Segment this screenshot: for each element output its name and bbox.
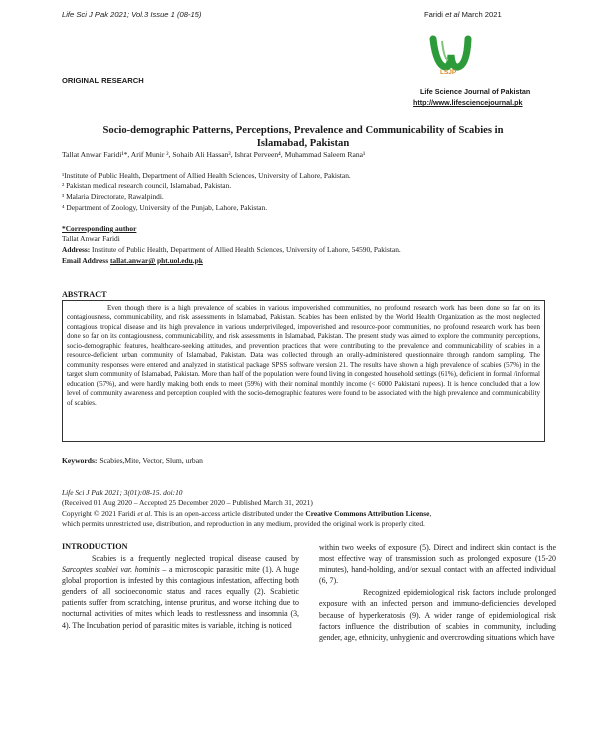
running-header-citation: Life Sci J Pak 2021; Vol.3 Issue 1 (08-15) bbox=[62, 10, 202, 19]
journal-url-link[interactable]: http://www.lifesciencejournal.pk bbox=[413, 98, 523, 107]
intro-paragraph: Recognized epidemiological risk factors include prolonged exposure with an infected person and immuno-deficiencies developed because of hyperkeratosis (9). A wider range of epidemiological risk factors influence the distribution of scabies in community, including gender, age, ethnicity, unhygienic and overcrowding situations which have bbox=[319, 588, 556, 642]
abstract-heading: ABSTRACT bbox=[62, 290, 107, 299]
journal-logo bbox=[428, 33, 472, 83]
journal-name: Life Science Journal of Pakistan bbox=[420, 87, 531, 96]
affiliation: ² Pakistan medical research council, Islamabad, Pakistan. bbox=[62, 181, 232, 190]
logo-text: LSJP bbox=[440, 69, 457, 76]
email-link[interactable]: tallat.anwar@ pht.uol.edu.pk bbox=[109, 256, 203, 265]
corresponding-author-label: *Corresponding author bbox=[62, 224, 137, 233]
affiliation: ¹Institute of Public Health, Department of Allied Health Sciences, University of Lahore, Pakistan. bbox=[62, 171, 351, 180]
intro-column-right bbox=[319, 542, 556, 643]
copyright-notice: Copyright © 2021 Faridi et al. This is an open-access article distributed under the Creative Commons Attribution License, bbox=[62, 509, 432, 518]
section-label: ORIGINAL RESEARCH bbox=[62, 76, 144, 85]
running-header-author-date: Faridi et al March 2021 bbox=[424, 10, 502, 19]
keywords: Keywords: Scabies,Mite, Vector, Slum, urban bbox=[62, 456, 203, 465]
affiliation: ³ Malaria Directorate, Rawalpindi. bbox=[62, 192, 164, 201]
corresponding-email: Email Address tallat.anwar@ pht.uol.edu.pk bbox=[62, 256, 203, 265]
corresponding-author-name: Tallat Anwar Faridi bbox=[62, 234, 120, 243]
abstract-text: Even though there is a high prevalence of scabies in various impoverished communities, no profound research work has been done so far on its contagiousness, communicability, and risk assessments in Islamabad, Pakistan. Scabies has been enlisted by the World Health Organization as the most neglected contagious tropical disease and its high prevalence in various underprivileged, impoverished and resource-poor communities, no profound research work has been done so far on its contagiousness, communicability, and risk assessments in Islamabad, Pakistan. The present study was aimed to explore the community perceptions, socio-demographic features, healthcare-seeking attitudes, and prevention practices that were contributing to the prevalence and communicability of scabies in a resource-deficient urban community of Islamabad, Pakistan. Data was collected through an orally-administered questionnaire through random sampling. The community responses were entered and analyzed in statistical package SPSS software version 21. The results have shown a high prevalence of scabies (57%) in the target slum community of Islamabad, Pakistan. More than half of the population were found living in congested household settings (61%), deficient in formal /informal education (57%), and were hardly making both ends to meet (59%) with their nominal monthly income (< 6000 Pakistani rupees). It is hence concluded that a low level of community awareness and perception coupled with the socio-demographic features were found to be associated with the high prevalence and communicability of scabies. bbox=[67, 304, 540, 407]
affiliation: ⁴ Department of Zoology, University of the Punjab, Lahore, Pakistan. bbox=[62, 203, 268, 212]
article-citation: Life Sci J Pak 2021; 3(01):08-15. doi:10 bbox=[62, 488, 183, 497]
corresponding-address: Address: Institute of Public Health, Department of Allied Health Sciences, University of Lahore, 54590, Pakistan. bbox=[62, 245, 401, 254]
intro-column-left bbox=[62, 553, 299, 631]
intro-paragraph: within two weeks of exposure (5). Direct and indirect skin contact is the most effective way of transmission such as prolonged exposure (15-20 minutes), hand-holding, and/or sexual contact with an affected individual (6, 7). bbox=[319, 543, 556, 586]
copyright-license-terms: which permits unrestricted use, distribution, and reproduction in any medium, provided the original work is properly cited. bbox=[62, 519, 425, 528]
article-title: Socio-demographic Patterns, Perceptions, Prevalence and Communicability of Scabies in Islamabad, Pakistan bbox=[102, 125, 504, 149]
intro-paragraph: Scabies is a frequently neglected tropical disease caused by Sarcoptes scabiei var. hominis – a microscopic parasitic mite (1). A huge global proportion is infested by this contagious infestation, affecting both genders of all socioeconomic status and races equally (2). Scabietic patients suffer from scratching, intense pruritus, and worse itching due to nocturnal activities of mites which leads to restlessness and insomnia (3, 4). The Incubation period of parasitic mites is variable, itching is noticed bbox=[62, 554, 300, 630]
article-dates: (Received 01 Aug 2020 – Accepted 25 December 2020 – Published March 31, 2021) bbox=[62, 498, 313, 507]
author-list: Tallat Anwar Faridi¹*, Arif Munir ², Sohaib Ali Hassan³, Ishrat Perveen⁴, Muhammad Saleem Rana¹ bbox=[62, 150, 366, 159]
introduction-heading: INTRODUCTION bbox=[62, 542, 128, 551]
abstract-box bbox=[62, 300, 545, 442]
